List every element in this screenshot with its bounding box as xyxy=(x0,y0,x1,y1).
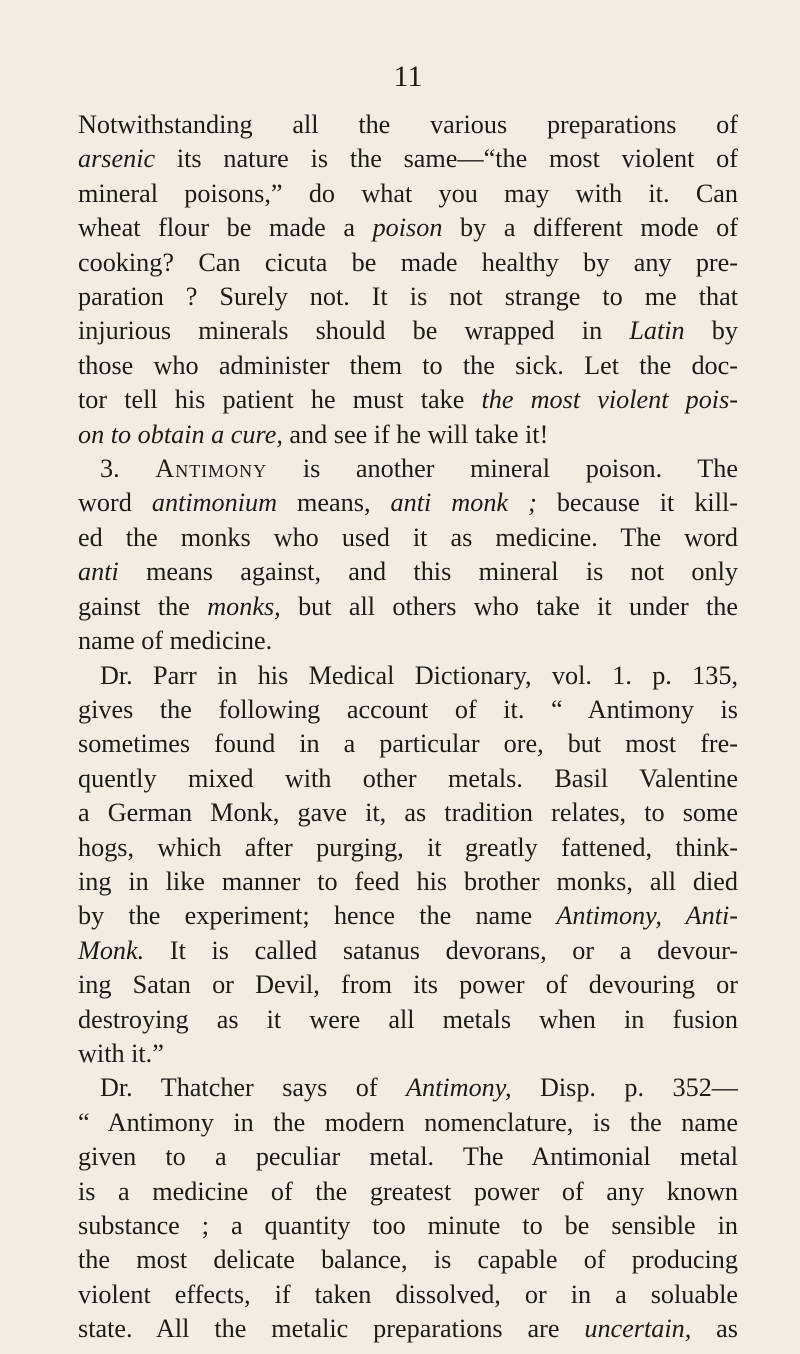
text-line xyxy=(78,349,738,383)
text-segment: sometimes found in a particular ore, but most fre- xyxy=(78,729,738,759)
text-line xyxy=(78,521,738,555)
text-line xyxy=(78,796,738,830)
italic-text: antimonium xyxy=(151,488,277,518)
text-segment: violent effects, if taken dissolved, or in a soluable xyxy=(78,1279,738,1309)
italic-text: Monk. xyxy=(78,935,145,965)
text-segment: as xyxy=(691,1314,738,1344)
text-segment: its nature is the same—“the most violent of xyxy=(155,144,738,174)
italic-text: anti monk ; xyxy=(390,488,537,518)
text-line xyxy=(78,211,738,245)
italic-text: Antimony, Anti- xyxy=(556,901,738,931)
text-line xyxy=(78,314,738,348)
text-line xyxy=(78,177,738,211)
text-segment: tor tell his patient he must take xyxy=(78,385,482,415)
text-line xyxy=(78,1106,738,1140)
text-line xyxy=(78,831,738,865)
text-line xyxy=(78,452,738,486)
italic-text: poison xyxy=(372,213,443,243)
text-line xyxy=(78,1209,738,1243)
italic-text: on to obtain a cure, xyxy=(78,419,283,449)
text-segment: Dr. Thatcher says of xyxy=(100,1073,407,1103)
text-segment: means, xyxy=(277,488,391,518)
body-text xyxy=(78,108,738,1347)
italic-text: the most violent pois- xyxy=(481,385,738,415)
text-line xyxy=(78,418,738,452)
text-segment: name of medicine. xyxy=(78,626,273,656)
text-segment: by xyxy=(684,316,738,346)
text-line xyxy=(78,555,738,589)
text-line xyxy=(78,865,738,899)
page-number: 11 xyxy=(393,60,423,93)
text-segment: Notwithstanding all the various preparations of xyxy=(78,110,738,139)
text-segment: given to a peculiar metal. The Antimonial metal xyxy=(78,1142,738,1172)
text-segment: but all others who take it under the xyxy=(280,591,739,621)
text-segment: gainst the xyxy=(78,591,208,621)
text-segment: substance ; a quantity too minute to be sensible in xyxy=(78,1211,738,1240)
italic-text: monks, xyxy=(207,591,281,621)
italic-text: Antimony, xyxy=(406,1073,512,1103)
text-segment: is another mineral poison. The xyxy=(267,454,738,484)
text-line xyxy=(78,383,738,417)
text-line xyxy=(78,1003,738,1037)
text-segment: and see if he will take it! xyxy=(282,419,549,449)
text-segment: is a medicine of the greatest power of any known xyxy=(78,1176,738,1206)
text-segment: cooking? Can cicuta be made healthy by any pre- xyxy=(78,247,738,277)
text-segment: because it kill- xyxy=(536,488,738,518)
text-line xyxy=(78,1278,738,1312)
text-segment: gives the following account of it. “ Antimony is xyxy=(78,694,738,724)
text-line xyxy=(78,727,738,761)
text-line xyxy=(78,693,738,727)
text-line xyxy=(78,762,738,796)
text-segment: “ Antimony in the modern nomenclature, is the name xyxy=(78,1107,738,1137)
text-line xyxy=(78,590,738,624)
text-line xyxy=(78,1312,738,1346)
text-segment: a German Monk, gave it, as tradition relates, to some xyxy=(78,798,738,828)
text-line xyxy=(78,1071,738,1105)
text-segment: injurious minerals should be wrapped in xyxy=(78,316,630,346)
text-line xyxy=(78,1243,738,1277)
text-line xyxy=(78,934,738,968)
text-segment: state. All the metalic preparations are xyxy=(78,1314,585,1344)
text-segment: ing Satan or Devil, from its power of devouring or xyxy=(78,970,738,1000)
text-segment: paration ? Surely not. It is not strange to me that xyxy=(78,282,738,312)
text-segment: the most delicate balance, is capable of producing xyxy=(78,1245,738,1275)
text-line xyxy=(78,968,738,1002)
text-segment: by the experiment; hence the name xyxy=(78,901,557,931)
text-segment: Dr. Parr in his Medical Dictionary, vol. 1. p. 135, xyxy=(100,660,738,690)
italic-text: Latin xyxy=(629,316,685,346)
text-segment: ing in like manner to feed his brother monks, all died xyxy=(78,866,738,896)
text-line xyxy=(78,899,738,933)
text-line xyxy=(78,246,738,280)
text-line xyxy=(78,486,738,520)
text-line xyxy=(78,142,738,176)
small-caps-heading: Antimony xyxy=(155,454,268,484)
text-segment: with it.” xyxy=(78,1038,164,1068)
text-segment: those who administer them to the sick. Let the doc- xyxy=(78,350,738,380)
text-segment: 3. xyxy=(100,454,156,484)
text-segment: mineral poisons,” do what you may with it. Can xyxy=(78,178,738,208)
italic-text: uncertain, xyxy=(584,1314,692,1344)
text-line xyxy=(78,659,738,693)
text-segment: It is called satanus devorans, or a devour- xyxy=(144,935,738,965)
text-line xyxy=(78,1037,738,1071)
text-segment: by a different mode of xyxy=(442,213,738,243)
text-segment: word xyxy=(78,488,152,518)
text-line xyxy=(78,280,738,314)
text-line xyxy=(78,1140,738,1174)
italic-text: anti xyxy=(78,557,119,587)
text-segment: Disp. p. 352— xyxy=(511,1073,738,1103)
text-line xyxy=(78,1175,738,1209)
italic-text: arsenic xyxy=(78,144,156,174)
text-segment: ed the monks who used it as medicine. The word xyxy=(78,522,738,552)
text-line xyxy=(78,108,738,142)
text-segment: wheat flour be made a xyxy=(78,213,373,243)
text-line xyxy=(78,624,738,658)
text-segment: destroying as it were all metals when in fusion xyxy=(78,1004,738,1034)
text-segment: means against, and this mineral is not only xyxy=(118,557,738,587)
text-segment: quently mixed with other metals. Basil Valentine xyxy=(78,763,738,793)
text-segment: hogs, which after purging, it greatly fattened, think- xyxy=(78,832,738,862)
